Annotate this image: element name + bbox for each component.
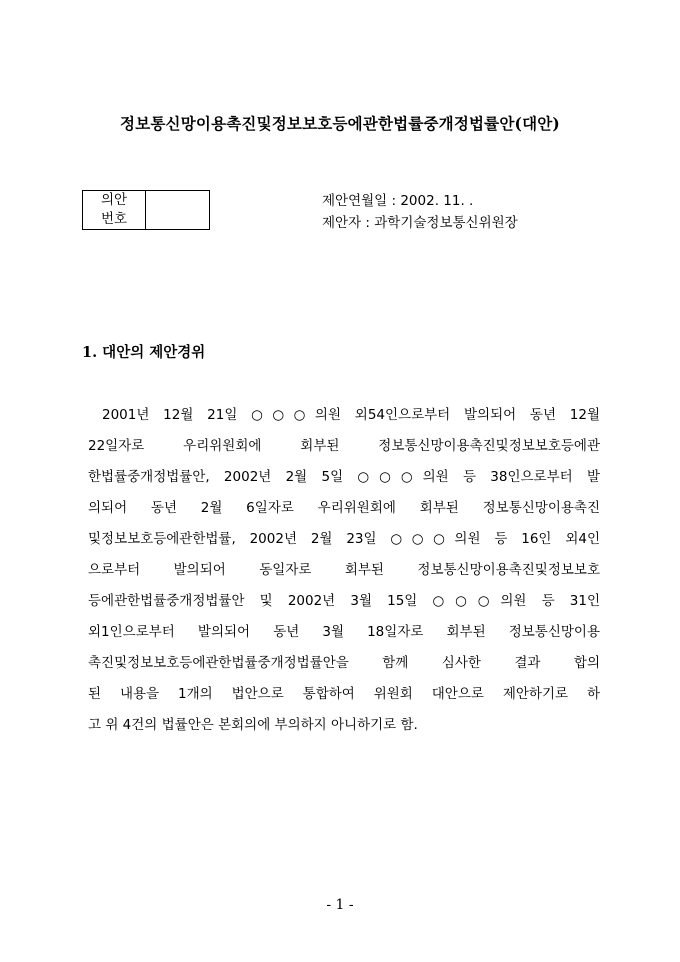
body-line: 및정보보호등에관한법률, 2002년 2월 23일 ○○○의원 등 16인 외4인 (88, 531, 600, 547)
bill-number-value (146, 191, 210, 230)
bill-number-box (82, 190, 210, 230)
proposer: 제안자 : 과학기술정보통신위원장 (322, 215, 518, 231)
body-line: 으로부터 발의되어 동일자로 회부된 정보통신망이용촉진및정보보호 (88, 562, 600, 578)
bill-number-label-line2: 번호 (100, 211, 128, 227)
body-line: 촉진및정보보호등에관한법률중개정법률안을 함께 심사한 결과 합의 (88, 655, 600, 671)
body-line: 된 내용을 1개의 법안으로 통합하여 위원회 대안으로 제안하기로 하 (88, 686, 600, 702)
body-paragraph (88, 400, 600, 741)
bill-number-label-line1: 의안 (100, 192, 128, 208)
bill-number-label (83, 191, 146, 230)
body-line: 22일자로 우리위원회에 회부된 정보통신망이용촉진및정보보호등에관 (88, 438, 600, 454)
body-line: 한법률중개정법률안, 2002년 2월 5일 ○○○의원 등 38인으로부터 발 (88, 469, 600, 485)
document-title: 정보통신망이용촉진및정보보호등에관한법률중개정법률안(대안) (120, 114, 560, 133)
section-heading: 1. 대안의 제안경위 (82, 344, 206, 361)
page-number: - 1 - (326, 897, 354, 913)
body-line: 등에관한법률중개정법률안 및 2002년 3월 15일 ○○○의원 등 31인 (88, 593, 600, 609)
body-line: 의되어 동년 2월 6일자로 우리위원회에 회부된 정보통신망이용촉진 (88, 500, 600, 516)
body-line: 2001년 12월 21일 ○○○의원 외54인으로부터 발의되어 동년 12월 (102, 407, 600, 423)
body-line: 고 위 4건의 법률안은 본회의에 부의하지 아니하기로 함. (88, 717, 418, 733)
proposal-date: 제안연월일 : 2002. 11. . (322, 193, 474, 209)
proposal-meta (322, 190, 518, 234)
body-line: 외1인으로부터 발의되어 동년 3월 18일자로 회부된 정보통신망이용 (88, 624, 600, 640)
